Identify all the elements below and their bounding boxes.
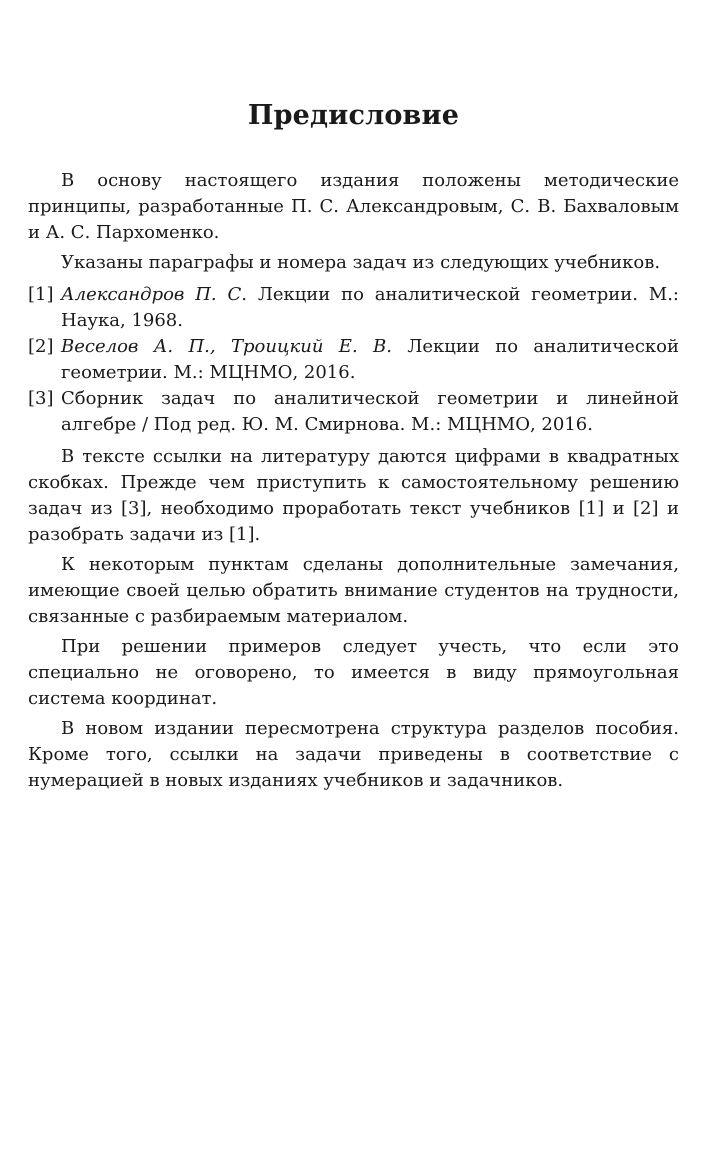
bibliography-authors: Веселов А. П., Троицкий Е. В. xyxy=(61,336,392,357)
references-paragraph: В тексте ссылки на литературу даются цифрами в квадратных скобках. Прежде чем приступить к самостоятельному решению задач из [3], необходимо проработать текст учебников [1] и [2] и разобрать задачи из [1]. xyxy=(28,446,679,545)
bibliography-entry xyxy=(61,334,679,386)
bibliography-entry xyxy=(61,386,679,438)
textbooks-paragraph: Указаны параграфы и номера задач из следующих учебников. xyxy=(61,252,661,273)
page xyxy=(28,96,679,794)
bibliography-authors: Александров П. С. xyxy=(61,284,247,305)
bibliography-item-2 xyxy=(28,334,679,386)
bibliography-item-1 xyxy=(28,282,679,334)
bibliography-title: Лекции по аналитической геометрии. М.: МЦНМО, 2016. xyxy=(61,336,679,383)
page-title: Предисловие xyxy=(247,100,460,131)
coordinates-paragraph: При решении примеров следует учесть, что если это специально не оговорено, то имеется в виду прямоугольная система координат. xyxy=(28,636,679,709)
remarks-paragraph: К некоторым пунктам сделаны дополнительные замечания, имеющие своей целью обратить внимание студентов на трудности, связанные с разбираемым материалом. xyxy=(28,554,679,627)
bibliography-number: [3] xyxy=(28,388,54,409)
new-edition-paragraph: В новом издании пересмотрена структура разделов пособия. Кроме того, ссылки на задачи приведены в соответствие с нумерацией в новых изданиях учебников и задачников. xyxy=(28,718,679,791)
intro-paragraph: В основу настоящего издания положены методические принципы, разработанные П. С. Александровым, С. В. Бахваловым и А. С. Пархоменко. xyxy=(28,170,679,243)
bibliography-entry xyxy=(61,282,679,334)
bibliography-item-3 xyxy=(28,386,679,438)
bibliography-number: [1] xyxy=(28,284,54,305)
bibliography-number: [2] xyxy=(28,336,54,357)
bibliography-title: Сборник задач по аналитической геометрии и линейной алгебре / Под ред. Ю. М. Смирнова. М.: МЦНМО, 2016. xyxy=(61,388,679,435)
bibliography-title: Лекции по аналитической геометрии. М.: Наука, 1968. xyxy=(61,284,679,331)
bibliography-list xyxy=(28,282,679,438)
